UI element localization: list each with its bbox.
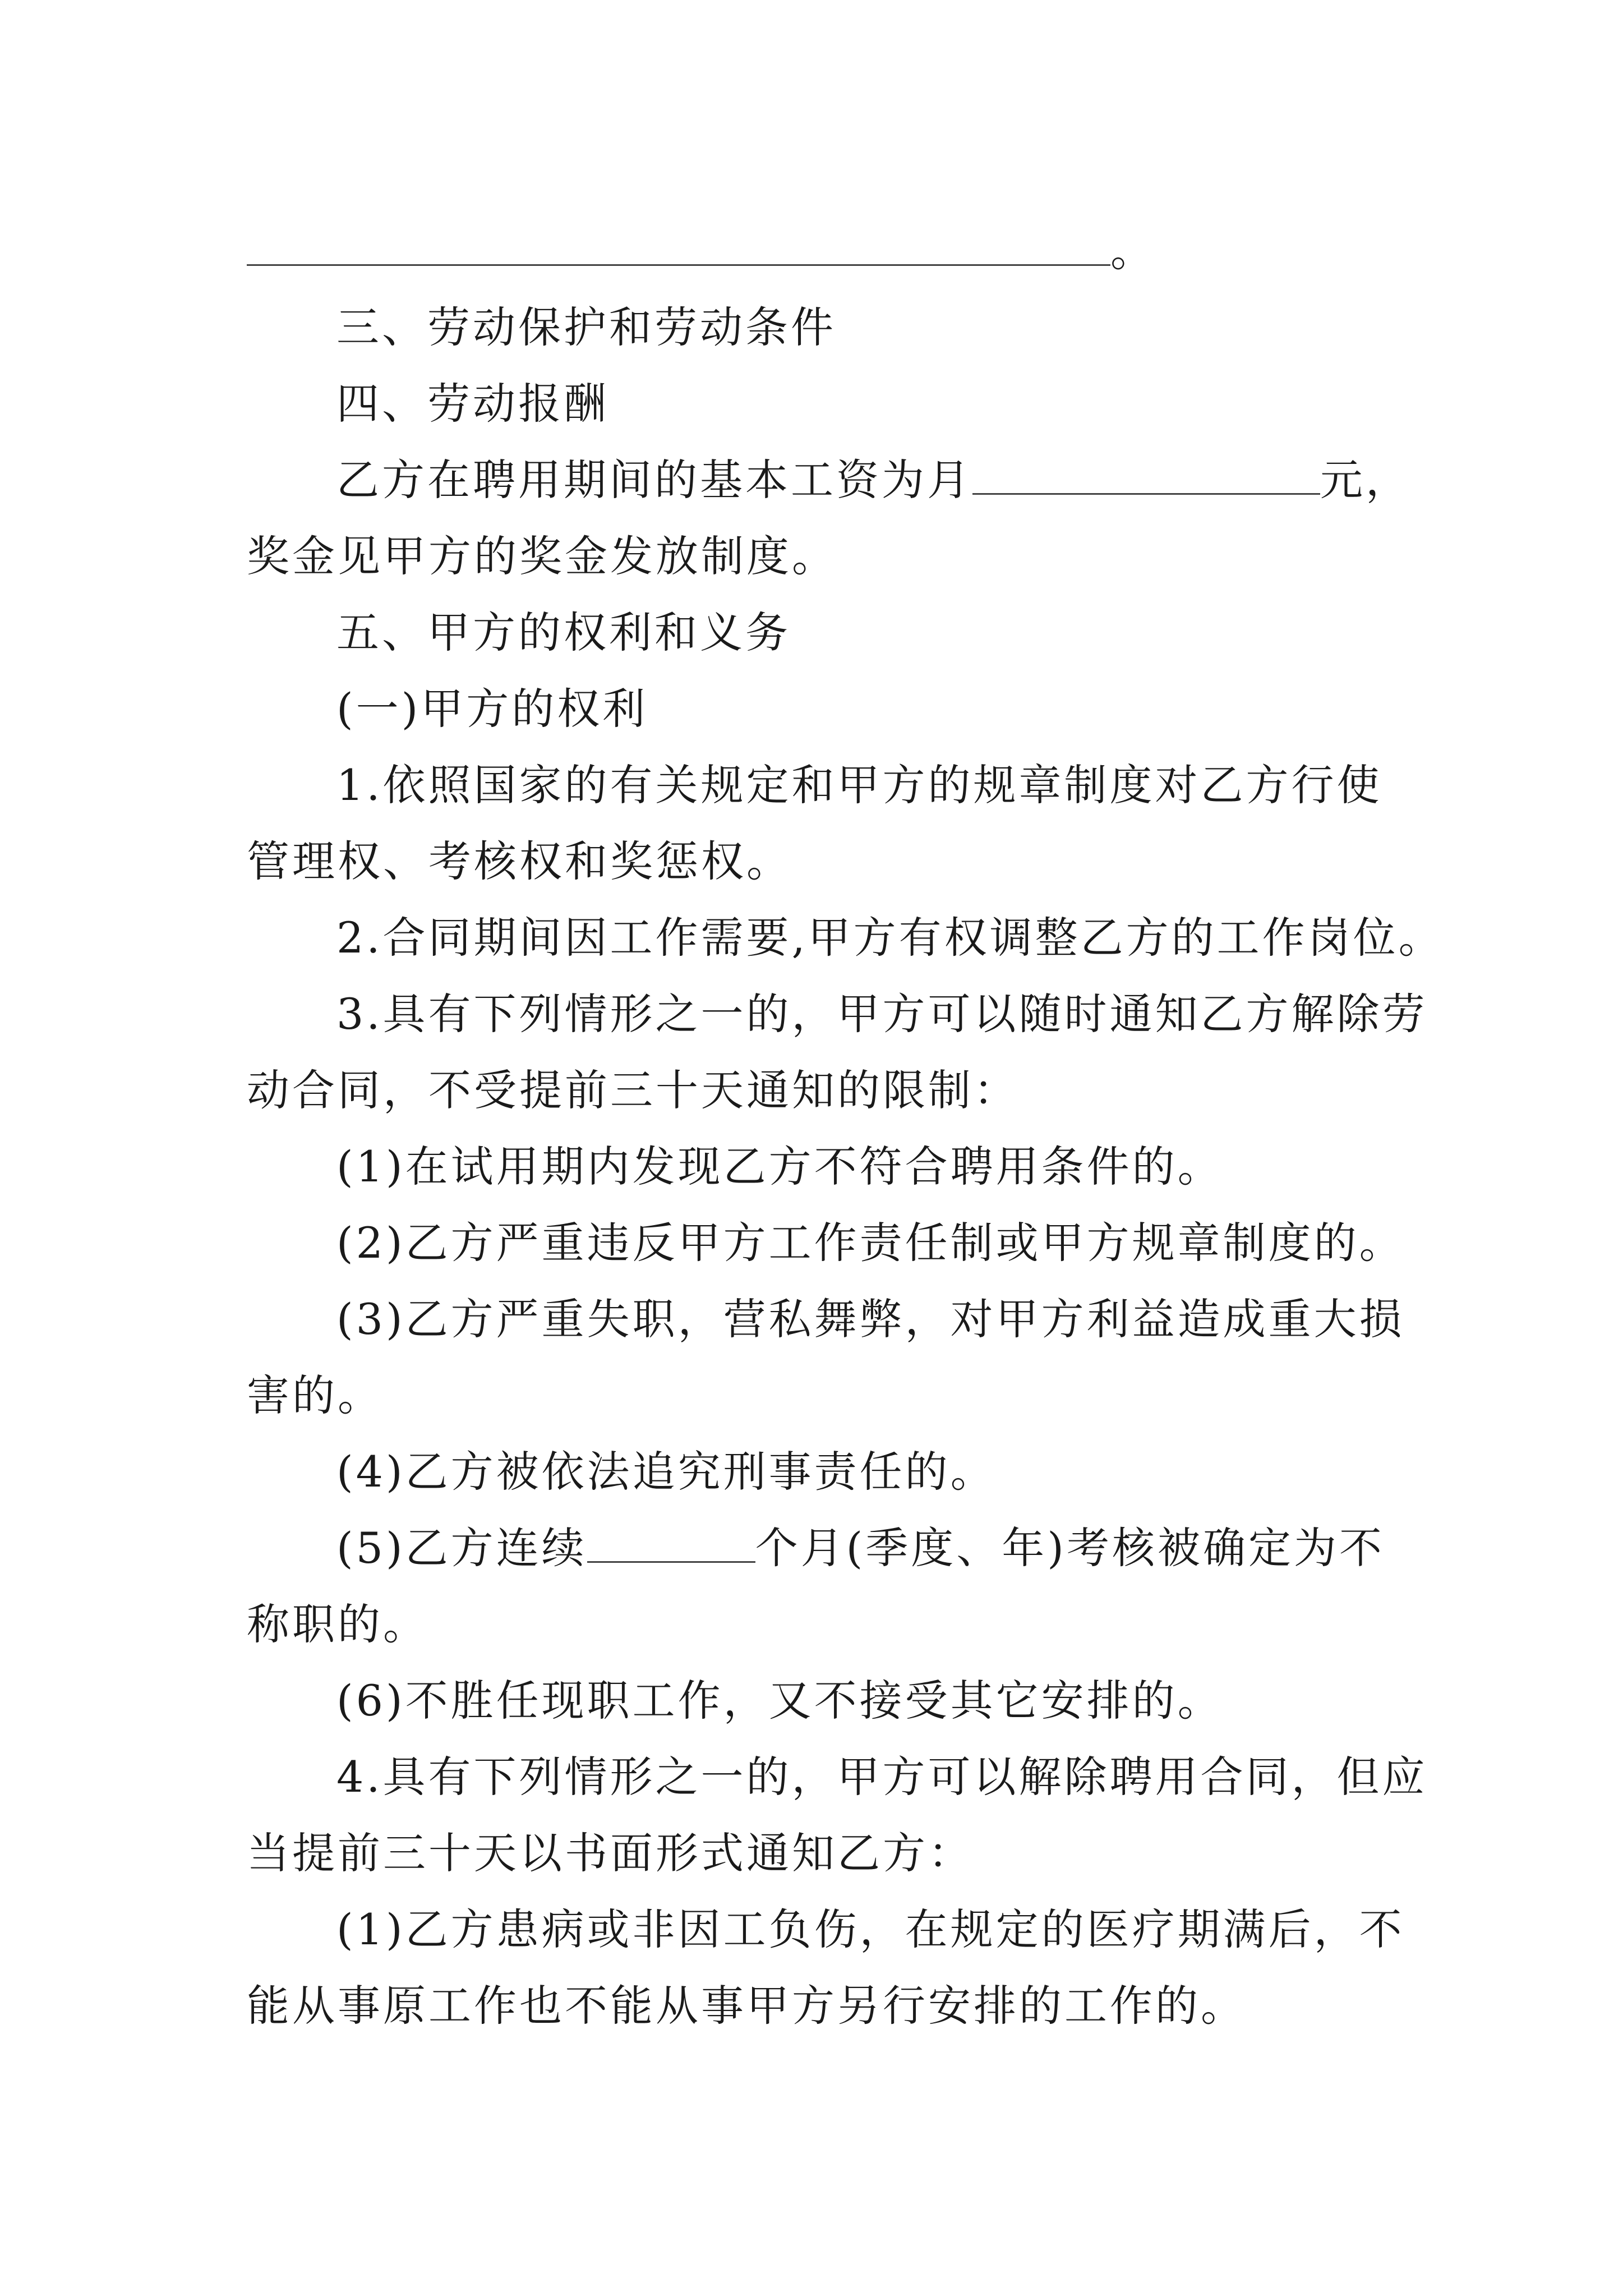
text-line: 管理权、考核权和奖惩权。 — [247, 836, 792, 886]
text-line — [247, 442, 1411, 518]
contract-text — [247, 213, 1444, 2044]
text-fragment: 乙方在聘用期间的基本工资为月 — [336, 455, 972, 505]
text-fragment: (5)乙方连续 — [336, 1523, 587, 1573]
text-line: 当提前三十天以书面形式通知乙方： — [247, 1828, 974, 1878]
section-heading: 三、劳动保护和劳动条件 — [336, 302, 836, 352]
list-item: (4)乙方被依法追究刑事责任的。 — [336, 1447, 996, 1497]
subsection-heading: (一)甲方的权利 — [336, 684, 648, 734]
section-heading: 五、甲方的权利和义务 — [336, 608, 791, 657]
list-item: (1)乙方患病或非因工负伤，在规定的医疗期满后，不 — [336, 1904, 1405, 1954]
text-line: 动合同，不受提前三十天通知的限制： — [247, 1065, 1019, 1115]
text-line: 能从事原工作也不能从事甲方另行安排的工作的。 — [247, 1981, 1246, 2031]
text-line: 1.依照国家的有关规定和甲方的规章制度对乙方行使 — [336, 760, 1382, 810]
text-line: 2.合同期间因工作需要,甲方有权调整乙方的工作岗位。 — [336, 913, 1444, 963]
blank-field — [972, 459, 1320, 495]
list-item: (1)在试用期内发现乙方不符合聘用条件的。 — [336, 1142, 1223, 1191]
list-item: (3)乙方严重失职，营私舞弊，对甲方利益造成重大损 — [336, 1294, 1405, 1344]
text-line: 奖金见甲方的奖金发放制度。 — [247, 531, 837, 581]
text-line: 4.具有下列情形之一的，甲方可以解除聘用合同，但应 — [336, 1752, 1428, 1802]
text-line: 3.具有下列情形之一的，甲方可以随时通知乙方解除劳 — [336, 989, 1428, 1039]
text-line: 害的。 — [247, 1370, 383, 1420]
list-item: (6)不胜任现职工作，又不接受其它安排的。 — [336, 1676, 1223, 1726]
list-item — [247, 1510, 1385, 1586]
text-fragment: 元， — [1320, 455, 1411, 505]
blank-field — [587, 1527, 755, 1563]
text-line: 称职的。 — [247, 1599, 428, 1649]
section-heading: 四、劳动报酬 — [336, 379, 609, 429]
blank-field — [247, 231, 1110, 266]
period-mark: 。 — [1110, 226, 1156, 276]
list-item: (2)乙方严重违反甲方工作责任制或甲方规章制度的。 — [336, 1218, 1405, 1268]
text-line — [247, 213, 1385, 289]
text-fragment: 个月(季度、年)考核被确定为不 — [755, 1523, 1385, 1573]
